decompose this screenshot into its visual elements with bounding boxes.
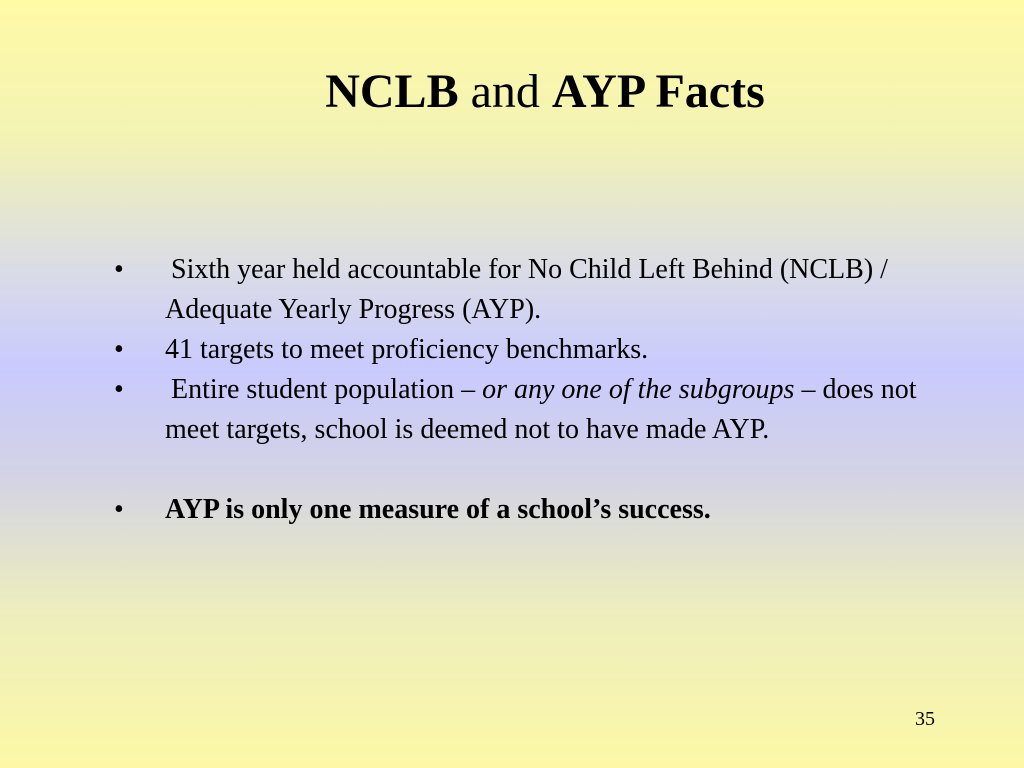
bullet-text-italic: or any one of the subgroups: [482, 374, 795, 405]
slide-title: [0, 62, 1024, 122]
bullet-icon: •: [114, 494, 124, 525]
bullet-item: [114, 330, 974, 370]
bullet-icon: •: [114, 334, 124, 365]
bullet-text-start: Entire student population –: [171, 374, 483, 405]
title-part-ayp-facts: AYP Facts: [551, 65, 765, 118]
bullet-item: [114, 250, 974, 330]
title-part-nclb: NCLB: [325, 65, 459, 118]
bullet-text: Sixth year held accountable for No Child Left Behind (NCLB) / Adequate Yearly Progress (AYP).: [165, 254, 888, 325]
bullet-text: [165, 370, 974, 450]
bullet-text: 41 targets to meet proficiency benchmarks.: [165, 334, 649, 365]
title-part-and: and: [470, 65, 540, 118]
bullet-list: [114, 250, 974, 530]
bullet-icon: •: [114, 254, 124, 285]
bullet-text-end: – does not meet targets, school is deemed not to have made AYP.: [165, 374, 917, 445]
bullet-item: [114, 490, 974, 530]
bullet-icon: •: [114, 374, 124, 405]
page-number: 35: [915, 708, 935, 730]
bullet-text: AYP is only one measure of a school’s success.: [165, 494, 711, 525]
bullet-item: [114, 370, 974, 450]
bullet-spacer: [114, 450, 974, 490]
